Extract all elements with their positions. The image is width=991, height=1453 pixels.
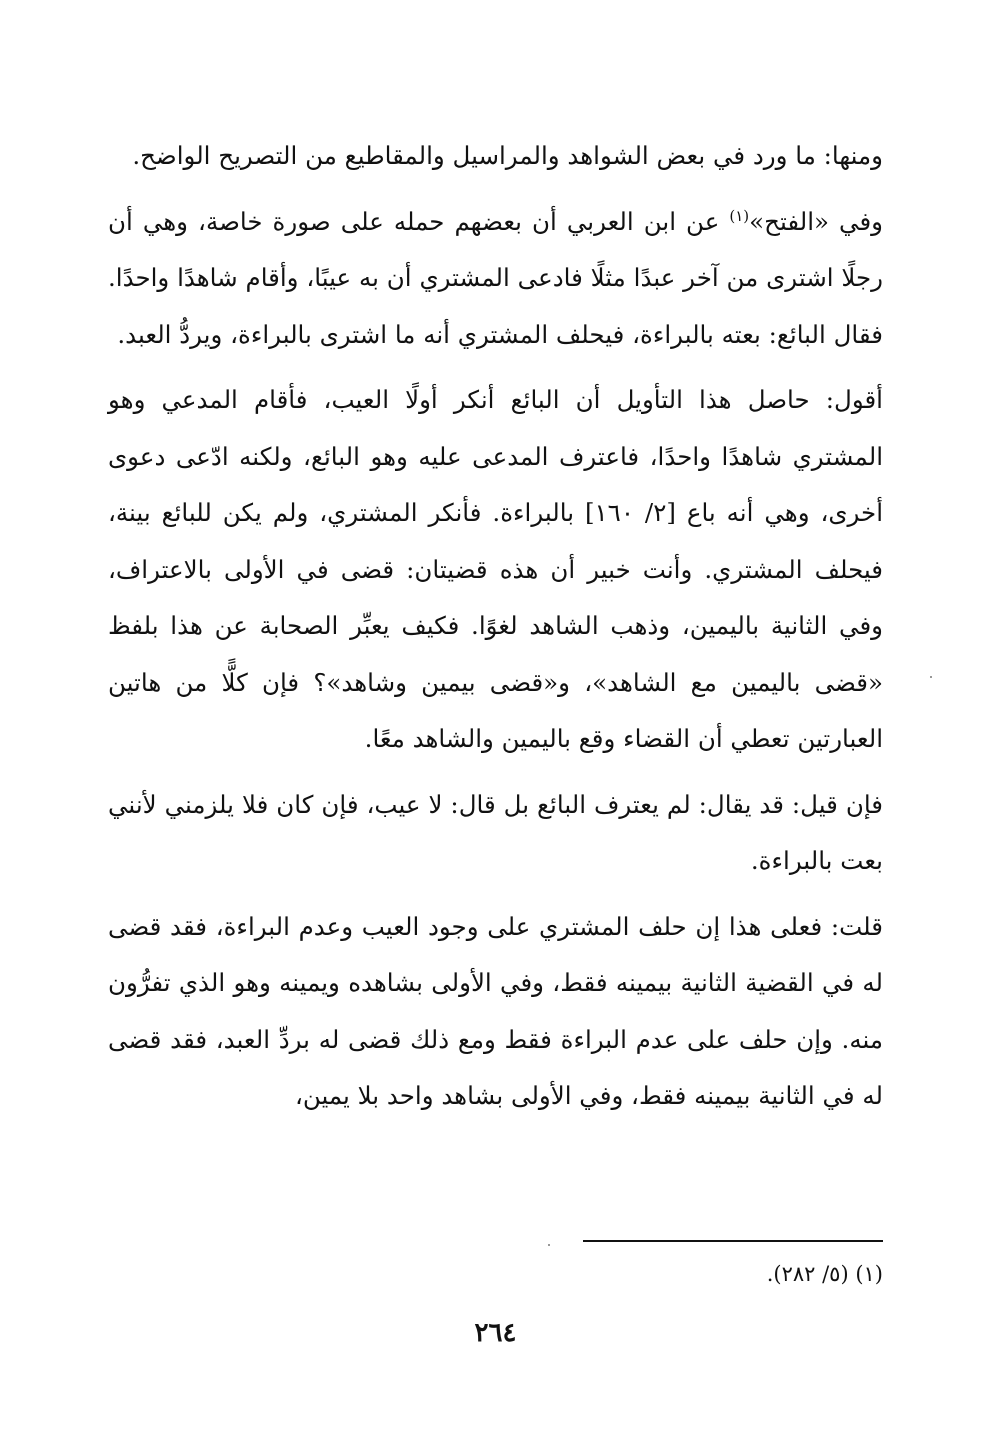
paragraph-2-opening: وفي «الفتح» bbox=[749, 206, 883, 236]
paragraph-2-body: عن ابن العربي أن بعضهم حمله على صورة خاصة، وهي أن رجلًا اشترى من آخر عبدًا مثلًا فادعى المشتري أن به عيبًا، وأقام شاهدًا واحدًا. فقال البائع: بعته بالبراءة، فيحلف المشتري أنه ما اشترى بالبراءة، ويردُّ العبد. bbox=[108, 206, 883, 349]
paragraph-3: أقول: حاصل هذا التأويل أن البائع أنكر أولًا العيب، فأقام المدعي وهو المشتري شاهدًا واحدًا، فاعترف المدعى عليه وهو البائع، ولكنه ادّعى دعوى أخرى، وهي أنه باع [٢/ ١٦٠] بالبراءة. فأنكر المشتري، ولم يكن للبائع بينة، فيحلف المشتري. وأنت خبير أن هذه قضيتان: قضى في الأولى بالاعتراف، وفي الثانية باليمين، وذهب الشاهد لغوًا. فكيف يعبِّر الصحابة عن هذا بلفظ «قضى باليمين مع الشاهد»، و«قضى بيمين وشاهد»؟ فإن كلًّا من هاتين العبارتين تعطي أن القضاء وقع باليمين والشاهد معًا. bbox=[108, 385, 883, 753]
scan-speck bbox=[548, 1244, 550, 1246]
paragraph-1: ومنها: ما ورد في بعض الشواهد والمراسيل والمقاطيع من التصريح الواضح. bbox=[132, 141, 883, 170]
footnote-divider bbox=[583, 1240, 883, 1242]
page-number: ٢٦٤ bbox=[474, 1318, 517, 1348]
footnote: (١) (٥/ ٢٨٢). bbox=[766, 1262, 883, 1286]
main-text bbox=[108, 128, 883, 1125]
paragraph-5: قلت: فعلى هذا إن حلف المشتري على وجود العيب وعدم البراءة، فقد قضى له في القضية الثانية بيمينه فقط، وفي الأولى بشاهده ويمينه وهو الذي تفرُّون منه. وإن حلف على عدم البراءة فقط ومع ذلك قضى له بردِّ العبد، فقد قضى له في الثانية بيمينه فقط، وفي الأولى بشاهد واحد بلا يمين، bbox=[108, 911, 883, 1110]
paragraph-2 bbox=[108, 194, 883, 364]
footnote-reference[interactable]: (١) bbox=[729, 206, 750, 225]
scan-speck bbox=[930, 676, 932, 678]
paragraph-4: فإن قيل: قد يقال: لم يعترف البائع بل قال: لا عيب، فإن كان فلا يلزمني لأنني بعت بالبراءة. bbox=[108, 789, 883, 875]
